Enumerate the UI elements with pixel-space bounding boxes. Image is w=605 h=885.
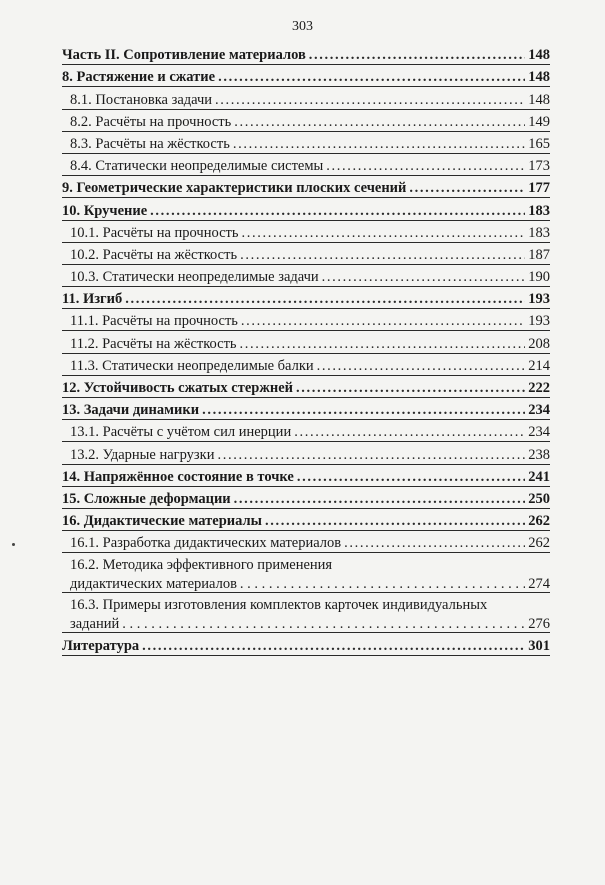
toc-entry <box>62 265 550 287</box>
toc-entry <box>62 110 550 132</box>
toc-entry-page: 276 <box>528 615 550 632</box>
toc-entry <box>62 65 550 87</box>
toc-entry-page: 274 <box>528 575 550 592</box>
toc-entry-title: 16. Дидактические материалы <box>62 513 262 530</box>
toc-entry-title: 11.1. Расчёты на прочность <box>70 313 238 330</box>
toc-entry-page: 173 <box>528 158 550 175</box>
toc-entry-page: 262 <box>528 535 550 552</box>
toc-entry-title: 13.2. Ударные нагрузки <box>70 446 215 463</box>
toc-entry <box>62 198 550 220</box>
toc-entry <box>62 309 550 331</box>
toc-entry <box>62 176 550 198</box>
toc-entry-title: 11.2. Расчёты на жёсткость <box>70 335 237 352</box>
dot-leader <box>241 225 525 242</box>
toc-entry-title-continued: дидактических материалов <box>70 575 237 592</box>
toc-entry-title: 8.1. Постановка задачи <box>70 91 213 108</box>
dot-leader <box>294 424 525 441</box>
toc-entry-page: 238 <box>528 446 550 463</box>
dot-leader <box>217 447 525 464</box>
toc-entry-title: 8.4. Статически неопределимые системы <box>70 158 324 175</box>
dot-leader <box>309 47 525 64</box>
toc-entry <box>62 221 550 243</box>
dot-leader <box>234 491 526 508</box>
toc-entry <box>62 553 550 593</box>
toc-entry-title: 10.3. Статически неопределимые задачи <box>70 269 319 286</box>
toc-entry-page: 183 <box>528 202 550 219</box>
toc-entry-title-continued: заданий <box>70 615 120 632</box>
toc-entry-title: 16.2. Методика эффективного применения <box>70 557 333 574</box>
toc-entry-title: 8.2. Расчёты на прочность <box>70 113 232 130</box>
dot-leader <box>322 269 526 286</box>
toc-entry <box>62 465 550 487</box>
toc-entry-title: 10. Кручение <box>62 202 148 219</box>
toc-entry-title: 13.1. Расчёты с учётом сил инерции <box>70 424 292 441</box>
toc-entry-page: 148 <box>528 47 550 64</box>
toc-entry <box>62 154 550 176</box>
toc-entry-page: 234 <box>528 424 550 441</box>
dot-leader <box>150 203 525 220</box>
toc-entry <box>62 593 550 633</box>
toc-entry-title: 14. Напряжённое состояние в точке <box>62 468 294 485</box>
toc-entry-page: 222 <box>528 380 550 396</box>
toc-entry <box>62 398 550 420</box>
dot-leader <box>215 92 525 109</box>
toc-entry <box>62 243 550 265</box>
toc-entry-page: 214 <box>528 357 550 374</box>
dot-leader <box>241 313 525 330</box>
toc-entry-page: 148 <box>528 69 550 86</box>
toc-entry-title: Часть II. Сопротивление материалов <box>62 47 306 64</box>
toc-entry-title: 11.3. Статически неопределимые балки <box>70 357 314 374</box>
toc-entry-title: 15. Сложные деформации <box>62 490 231 507</box>
dot-leader <box>202 402 525 419</box>
toc-entry-title: Литература <box>62 637 140 654</box>
dot-leader <box>234 114 525 131</box>
toc-entry-page: 183 <box>528 224 550 241</box>
dot-leader <box>122 616 525 633</box>
toc-entry-title: 16.1. Разработка дидактических материалов <box>70 535 342 552</box>
toc-entry-title: 11. Изгиб <box>62 291 123 308</box>
toc-entry-page: 241 <box>528 468 550 485</box>
dot-leader <box>218 69 525 86</box>
toc-entry-page: 193 <box>528 291 550 308</box>
toc-entry <box>62 442 550 464</box>
dot-leader <box>125 291 525 308</box>
dot-leader <box>240 247 525 264</box>
dot-leader <box>297 469 525 486</box>
toc-entry <box>62 87 550 109</box>
toc-entry-page: 262 <box>528 513 550 530</box>
table-of-contents <box>62 43 550 656</box>
toc-entry <box>62 132 550 154</box>
dot-leader <box>233 136 525 153</box>
toc-entry-page: 177 <box>528 180 550 197</box>
toc-entry <box>62 331 550 353</box>
toc-entry-title: 10.1. Расчёты на прочность <box>70 224 239 241</box>
page-number: 303 <box>292 19 313 34</box>
toc-entry <box>62 354 550 376</box>
dot-leader <box>344 535 525 552</box>
toc-entry <box>62 376 550 398</box>
dot-leader <box>409 180 525 197</box>
toc-entry <box>62 43 550 65</box>
dot-leader <box>240 576 525 593</box>
toc-entry-page: 187 <box>528 246 550 263</box>
toc-entry <box>62 509 550 531</box>
dot-leader <box>142 638 525 655</box>
toc-entry-page: 301 <box>528 637 550 654</box>
toc-entry-page: 193 <box>528 313 550 330</box>
toc-entry <box>62 487 550 509</box>
toc-entry-page: 148 <box>528 91 550 108</box>
dot-leader <box>317 358 526 375</box>
toc-entry-title: 9. Геометрические характеристики плоских сечений <box>62 180 407 197</box>
stray-mark <box>12 543 15 546</box>
toc-entry-title: 8.3. Расчёты на жёсткость <box>70 135 230 152</box>
toc-entry-page: 250 <box>528 490 550 507</box>
toc-entry-page: 165 <box>528 135 550 152</box>
toc-entry <box>62 420 550 442</box>
dot-leader <box>296 380 525 397</box>
toc-entry-title: 12. Устойчивость сжатых стержней <box>62 380 294 396</box>
dot-leader <box>265 513 525 530</box>
toc-entry <box>62 531 550 553</box>
toc-entry-page: 149 <box>528 113 550 130</box>
dot-leader <box>326 158 525 175</box>
toc-entry <box>62 633 550 655</box>
toc-entry-title: 13. Задачи динамики <box>62 402 200 419</box>
toc-entry-page: 190 <box>528 269 550 286</box>
toc-entry-title: 16.3. Примеры изготовления комплектов карточек индивидуальных <box>70 597 488 614</box>
toc-entry <box>62 287 550 309</box>
dot-leader <box>240 336 526 353</box>
toc-entry-page: 234 <box>528 402 550 419</box>
toc-entry-title: 10.2. Расчёты на жёсткость <box>70 246 238 263</box>
toc-entry-title: 8. Растяжение и сжатие <box>62 69 216 86</box>
toc-entry-page: 208 <box>528 335 550 352</box>
